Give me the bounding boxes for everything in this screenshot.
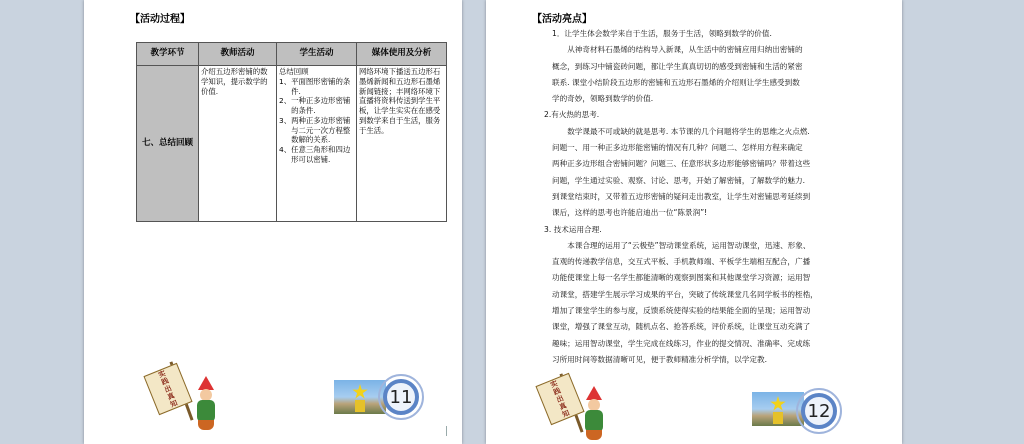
flag: 实践出真知 xyxy=(535,373,584,425)
section-title: 【活动亮点】 xyxy=(532,14,592,25)
teacher-cell: 介绍五边形密铺的数学知识，提示数学的价值. xyxy=(199,66,277,222)
gnome-body xyxy=(197,400,215,422)
header-teacher: 教师活动 xyxy=(199,43,277,66)
activity-table xyxy=(136,42,447,222)
stage-cell: 七、总结回顾 xyxy=(137,66,199,222)
item-number: 3、 xyxy=(279,115,292,125)
item-heading: 3. 技术运用合理. xyxy=(544,224,602,234)
star-icon xyxy=(352,384,368,400)
item-number: 1、 xyxy=(279,76,292,86)
item-line: 直观的传递教学信息，交互式平板、手机教师端、平板学生端相互配合，广播 xyxy=(552,257,811,267)
student-item: 一种正多边形密铺的条件. xyxy=(291,96,351,116)
item-line: 增加了课堂学生的参与度，反馈系统使得实验的结果能全面的呈现；运用智动 xyxy=(552,306,811,316)
item-line: 课后，这样的思考也许能启迪出一位“陈景润”! xyxy=(552,208,708,218)
student-item: 任意三角形和四边形可以密铺. xyxy=(291,145,351,164)
header-media: 媒体使用及分析 xyxy=(357,43,447,66)
item-heading: 2.有火热的思考. xyxy=(544,110,600,120)
item-line: 数学课最不可或缺的就是思考. 本节课的几个问题将学生的思维之火点燃. xyxy=(567,126,810,136)
item-line: 动课堂，搭建学生展示学习成果的平台，突破了传统课堂几名同学板书的桎梏， xyxy=(552,289,818,299)
item-line: 课堂，增强了课堂互动，随机点名、抢答系统，评价系统，让课堂互动充满了 xyxy=(552,322,811,332)
gnome-legs xyxy=(586,430,602,440)
item-line: 习所用时间等数据清晰可见，便于教师精准分析学情，以学定教. xyxy=(552,354,768,364)
pot-shape xyxy=(355,400,365,412)
item-line: 从神奇材料石墨烯的结构导入新课，从生活中的密铺应用归纳出密铺的 xyxy=(567,45,803,55)
gnome-hat xyxy=(198,376,214,390)
page-11 xyxy=(84,0,462,444)
page-number: 12 xyxy=(801,393,837,429)
item-heading: 1．让学生体会数学来自于生活，服务于生活，领略到数学的价值. xyxy=(552,29,772,38)
item-line: 概念，到练习中铺瓷砖问题，都让学生真真切切的感受到密铺和生活的紧密 xyxy=(552,61,803,71)
item-line: 问题，学生通过实验、观察、讨论、思考，开始了解密铺，了解数学的魅力. xyxy=(552,175,806,185)
item-line: 问题一、用一种正多边形能密铺的情况有几种？问题二、怎样用方程来确定 xyxy=(552,143,803,153)
page-12 xyxy=(486,0,902,444)
item-line: 两种正多边形组合密铺问题？问题三、任意形状多边形能够密铺吗？带着这些 xyxy=(552,159,811,169)
table-row xyxy=(137,66,447,222)
item-line: 趣味；运用智动课堂，学生完成在线练习，作业的提交情况、准确率、完成练 xyxy=(552,338,811,348)
item-number: 2、 xyxy=(279,96,292,106)
gnome-legs xyxy=(198,420,214,430)
header-student: 学生活动 xyxy=(277,43,357,66)
gnome-hat xyxy=(586,386,602,400)
student-item: 平面图形密铺的条件. xyxy=(291,76,351,96)
student-item: 两种正多边形密铺与二元一次方程整数解的关系. xyxy=(291,115,351,145)
page-number: 11 xyxy=(383,379,419,415)
item-line: 到课堂结束时，又带着五边形密铺的疑问走出教室，让学生对密铺思考延续到 xyxy=(552,191,811,201)
section-title: 【活动过程】 xyxy=(130,14,190,25)
student-title: 总结回顾 xyxy=(279,67,309,76)
item-line: 联系. 课堂小结阶段五边形的密铺和五边形石墨烯的介绍则让学生感受到数 xyxy=(552,77,800,87)
pot-shape xyxy=(773,412,783,424)
gnome-body xyxy=(585,410,603,432)
student-cell xyxy=(277,66,357,222)
crop-mark xyxy=(446,426,457,436)
highlights-body xyxy=(544,26,878,368)
media-cell: 网络环境下播送五边形石墨烯新闻和五边形石墨烯新闻链接；丰网络环境下直播将资料传送到学生平板，让学生实实在在感受到数学来自于生活，服务于生活。 xyxy=(357,66,447,222)
star-icon xyxy=(770,396,786,412)
item-number: 4、 xyxy=(279,145,292,155)
item-line: 功能使课堂上每一名学生都能清晰的观察到图案和其他课堂学习资源；运用智 xyxy=(552,273,811,283)
header-stage: 教学环节 xyxy=(137,43,199,66)
flag: 实践出真知 xyxy=(143,363,192,415)
table-header-row xyxy=(137,43,447,66)
item-line: 学的奇妙，领略到数学的价值. xyxy=(552,94,654,104)
item-line: 本课合理的运用了“云极垫”智动课堂系统，运用智动课堂，迅速、形象、 xyxy=(567,240,811,250)
